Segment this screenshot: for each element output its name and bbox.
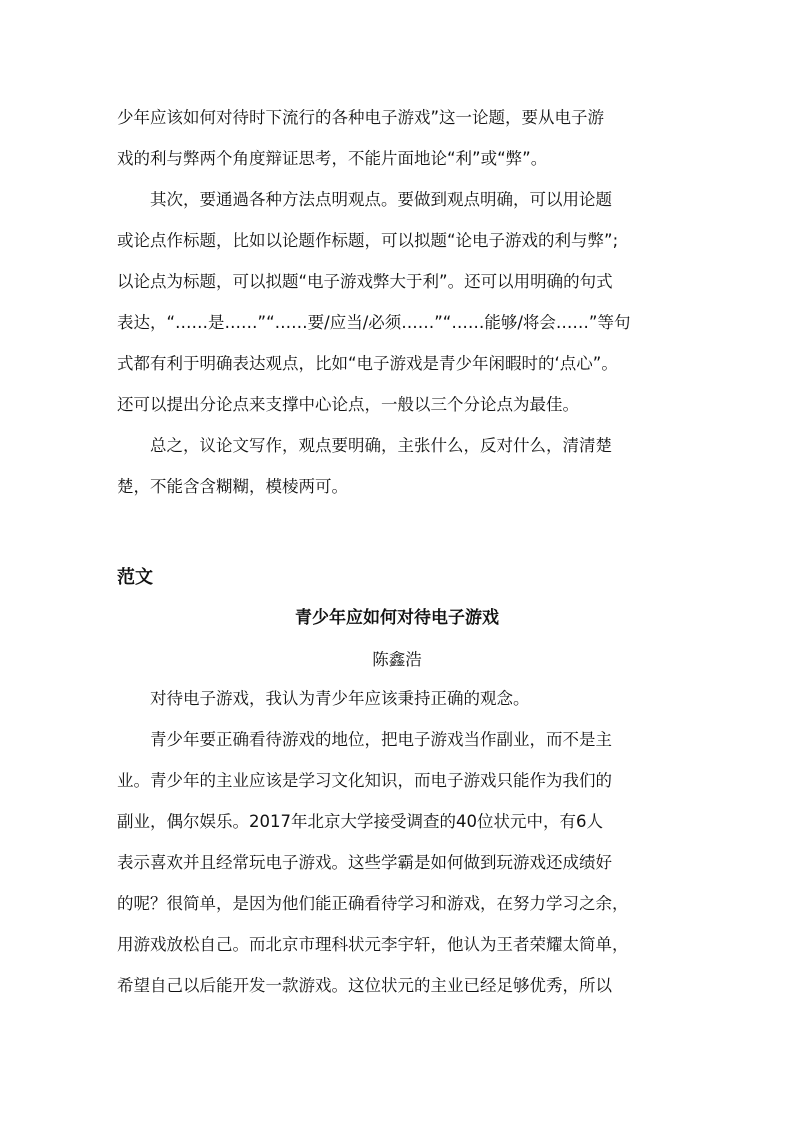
- text-line: [0, 346, 794, 382]
- text-line: [0, 223, 794, 259]
- essay-title: 青少年应如何对待电子游戏: [295, 608, 499, 628]
- line-text: 表示喜欢并且经常玩电子游戏。这些学霸是如何做到玩游戏还成绩好: [117, 853, 612, 872]
- text-line: [0, 182, 794, 218]
- line-text: 戏的利与弊两个角度辩证思考，不能片面地论“利”或“弊”。: [117, 149, 548, 168]
- section-heading: 范文: [117, 567, 153, 588]
- line-text: 总之，议论文写作，观点要明确，主张什么，反对什么，清清楚: [150, 436, 612, 455]
- text-line: [0, 681, 794, 717]
- line-text: 楚，不能含含糊糊，模棱两可。: [117, 477, 348, 496]
- text-line: [0, 141, 794, 177]
- line-text: 少年应该如何对待时下流行的各种电子游戏”这一论题，要从电子游: [117, 108, 605, 127]
- line-text: 表达，“……是……”“……要/应当/必须……”“……能够/将会……”等句: [117, 313, 631, 332]
- text-line: [0, 305, 794, 341]
- text-line: [0, 886, 794, 922]
- line-text: 其次，要通過各种方法点明观点。要做到观点明确，可以用论题: [150, 190, 612, 209]
- text-line: [0, 927, 794, 963]
- text-line: [0, 428, 794, 464]
- line-text: 业。青少年的主业应该是学习文化知识，而电子游戏只能作为我们的: [117, 771, 612, 790]
- line-text: 副业，偶尔娱乐。2017年北京大学接受调查的40位状元中，有6人: [117, 812, 603, 831]
- line-text: 的呢？很简单，是因为他们能正确看待学习和游戏，在努力学习之余，: [117, 894, 629, 913]
- line-text: 或论点作标题，比如以论题作标题，可以拟题“论电子游戏的利与弊”;: [117, 231, 619, 250]
- text-line: [0, 968, 794, 1004]
- text-line: [0, 722, 794, 758]
- line-text: 希望自己以后能开发一款游戏。这位状元的主业已经足够优秀，所以: [117, 976, 612, 995]
- line-text: 式都有利于明确表达观点，比如“电子游戏是青少年闲暇时的‘点心”。: [117, 354, 618, 373]
- text-line: [0, 387, 794, 423]
- text-line: [0, 845, 794, 881]
- text-line: [0, 264, 794, 300]
- essay-author: 陈鑫浩: [372, 650, 422, 669]
- text-line: [0, 100, 794, 136]
- line-text: 用游戏放松自己。而北京市理科状元李宇轩，他认为王者荣耀太简单，: [117, 935, 629, 954]
- line-text: 青少年要正确看待游戏的地位，把电子游戏当作副业，而不是主: [150, 730, 612, 749]
- text-line: [0, 804, 794, 840]
- line-text: 对待电子游戏，我认为青少年应该秉持正确的观念。: [150, 689, 530, 708]
- line-text: 以论点为标题，可以拟题“电子游戏弊大于利”。还可以用明确的句式: [117, 272, 613, 291]
- line-text: 还可以提出分论点来支撑中心论点，一般以三个分论点为最佳。: [117, 395, 579, 414]
- text-line: [0, 763, 794, 799]
- text-line: [0, 469, 794, 505]
